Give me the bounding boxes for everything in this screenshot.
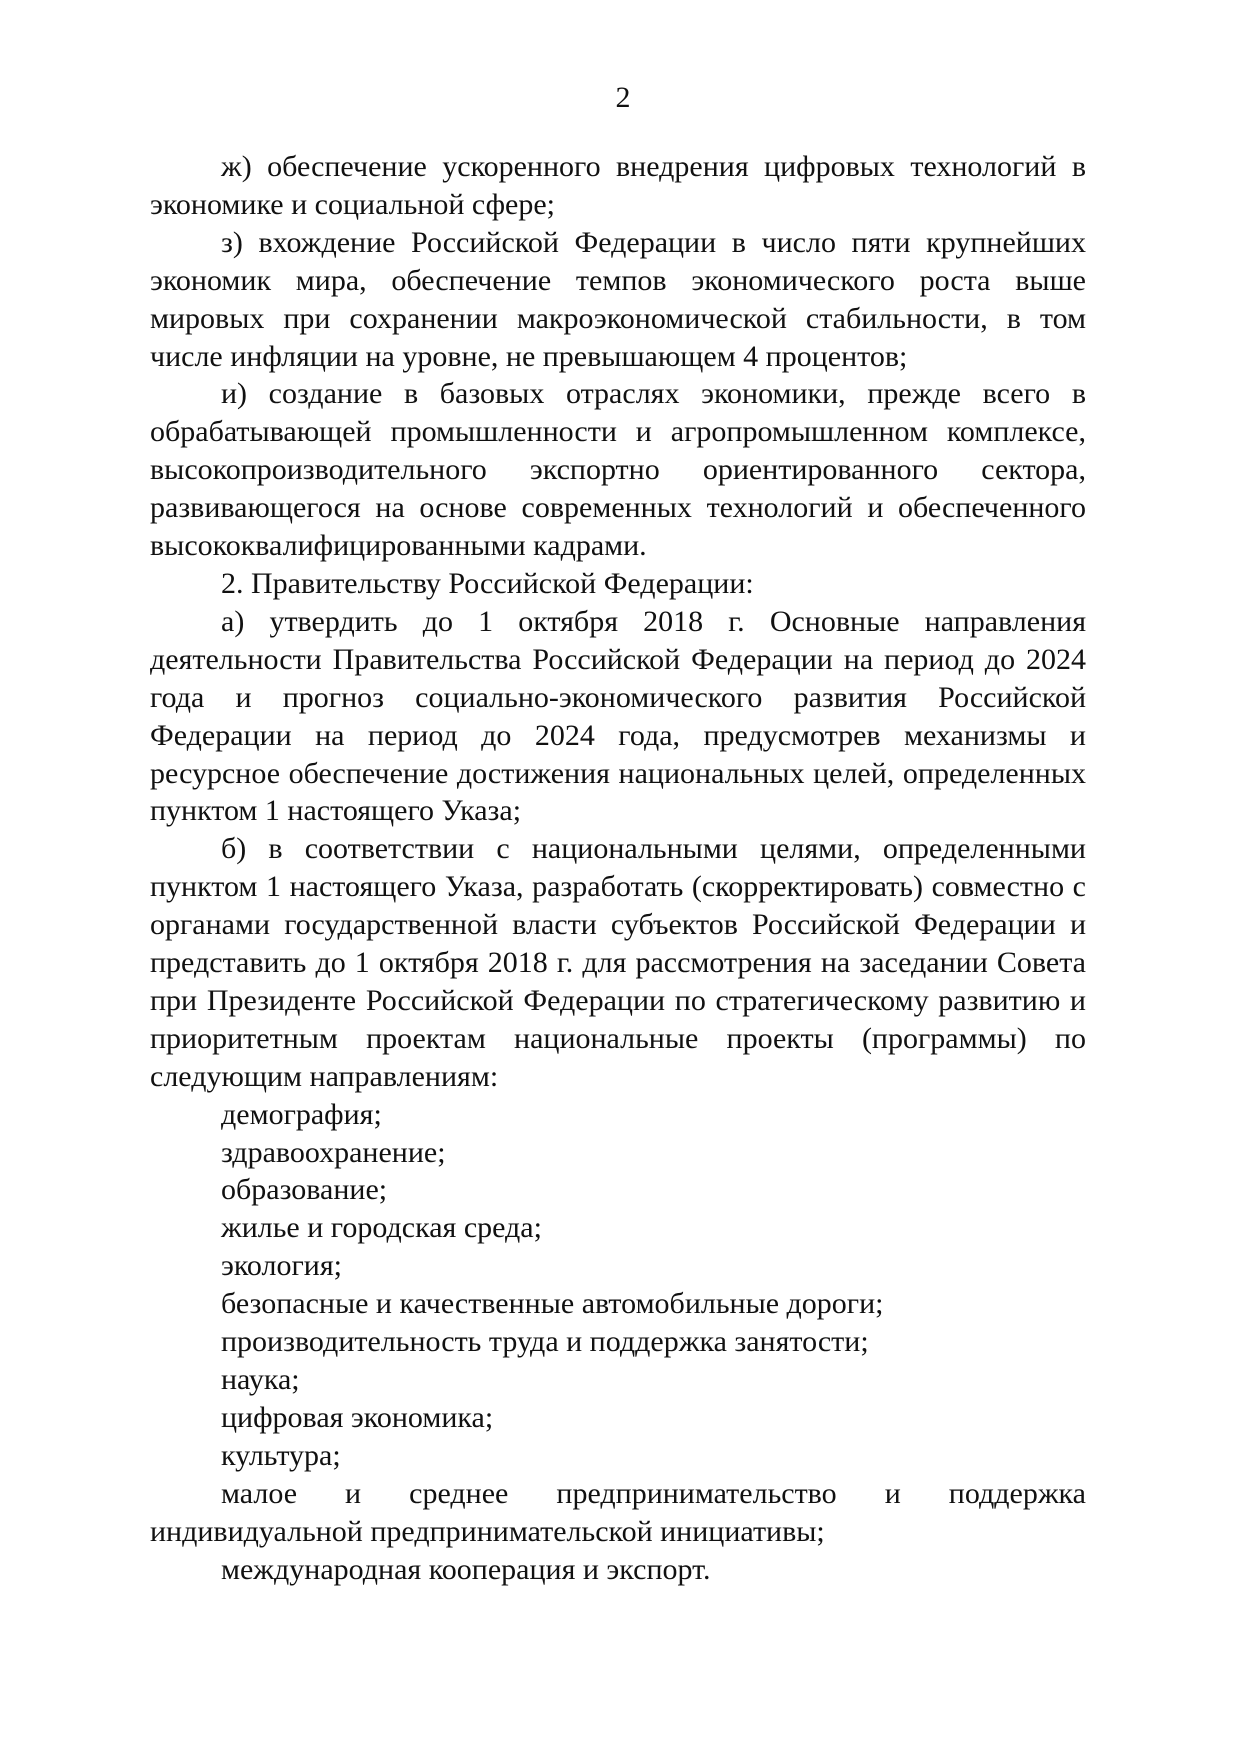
direction-item: демография; <box>221 1097 382 1131</box>
paragraph-b: б) в соответствии с национальными целями, определенными пунктом 1 настоящего Указа, разработать (скорректировать) совместно с органами государственной власти субъектов Российской Федерации и представить до 1 октября 2018 г. для рассмотрения на заседании Совета при Президенте Российской Федерации по стратегическому развитию и приоритетным проектам национальные проекты (программы) по следующим направлениям: <box>150 832 1086 1093</box>
direction-item: малое и среднее предпринимательство и поддержка индивидуальной предпринимательской инициативы; <box>150 1476 1086 1548</box>
paragraph-i: и) создание в базовых отраслях экономики, прежде всего в обрабатывающей промышленности и агропромышленном комплексе, высокопроизводительного экспортно ориентированного сектора, развивающегося на основе современных технологий и обеспеченного высококвалифицированными кадрами. <box>150 377 1086 563</box>
paragraph-a: а) утвердить до 1 октября 2018 г. Основные направления деятельности Правительства Российской Федерации на период до 2024 года и прогноз социально-экономического развития Российской Федерации на период до 2024 года, предусмотрев механизмы и ресурсное обеспечение достижения национальных целей, определенных пунктом 1 настоящего Указа; <box>150 604 1086 828</box>
direction-item: культура; <box>221 1438 341 1472</box>
direction-item: наука; <box>221 1363 300 1396</box>
paragraph-item-2: 2. Правительству Российской Федерации: <box>221 566 754 600</box>
paragraph-z: з) вхождение Российской Федерации в число пяти крупнейших экономик мира, обеспечение темпов экономического роста выше мировых при сохранении макроэкономической стабильности, в том числе инфляции на уровне, не превышающем 4 процентов; <box>150 225 1086 373</box>
direction-item: жилье и городская среда; <box>221 1211 542 1245</box>
direction-item: образование; <box>221 1173 388 1207</box>
paragraph-zh: ж) обеспечение ускоренного внедрения цифровых технологий в экономике и социальной сфере; <box>150 150 1086 221</box>
direction-item: международная кооперация и экспорт. <box>221 1552 711 1586</box>
direction-item: безопасные и качественные автомобильные дороги; <box>221 1287 884 1321</box>
page-number: 2 <box>615 81 631 114</box>
direction-item: цифровая экономика; <box>221 1400 494 1434</box>
direction-item: здравоохранение; <box>221 1135 446 1169</box>
direction-item: экология; <box>221 1249 342 1283</box>
direction-item: производительность труда и поддержка занятости; <box>221 1325 869 1359</box>
document-body <box>150 148 1086 1588</box>
